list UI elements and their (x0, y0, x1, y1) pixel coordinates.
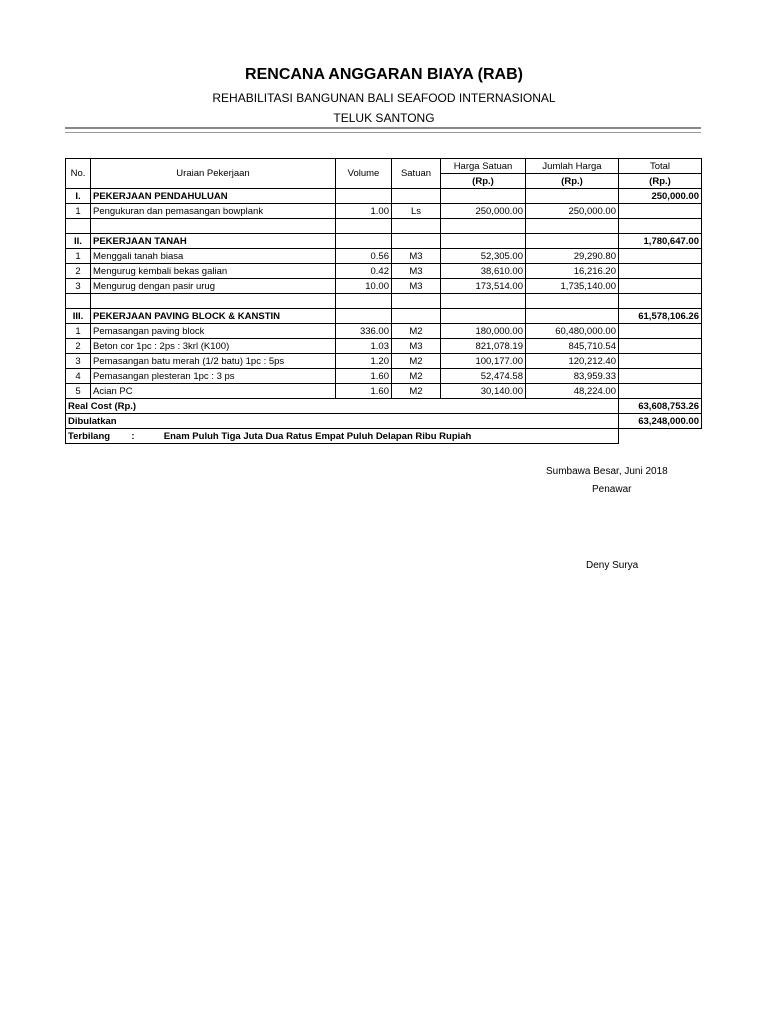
signature-role: Penawar (592, 484, 632, 495)
section-no: III. (66, 309, 91, 324)
section-total: 61,578,106.26 (619, 309, 702, 324)
item-satuan: M2 (392, 384, 441, 399)
section-name: PEKERJAAN PAVING BLOCK & KANSTIN (91, 309, 336, 324)
table-row (66, 204, 702, 219)
item-harga: 52,305.00 (441, 249, 526, 264)
header-total-unit: (Rp.) (619, 174, 702, 189)
real-cost-value: 63,608,753.26 (619, 399, 702, 414)
item-jumlah: 1,735,140.00 (526, 279, 619, 294)
item-volume: 0.42 (336, 264, 392, 279)
item-satuan: M3 (392, 279, 441, 294)
item-uraian: Pemasangan batu merah (1/2 batu) 1pc : 5ps (91, 354, 336, 369)
item-satuan: M3 (392, 339, 441, 354)
table-row (66, 324, 702, 339)
item-jumlah: 120,212.40 (526, 354, 619, 369)
section-no: I. (66, 189, 91, 204)
terbilang-colon: : (131, 430, 135, 442)
item-harga: 30,140.00 (441, 384, 526, 399)
item-no: 1 (66, 249, 91, 264)
item-no: 4 (66, 369, 91, 384)
item-jumlah: 48,224.00 (526, 384, 619, 399)
item-uraian: Mengurug dengan pasir urug (91, 279, 336, 294)
item-satuan: M2 (392, 369, 441, 384)
item-harga: 821,078.19 (441, 339, 526, 354)
item-satuan: M3 (392, 264, 441, 279)
header-harga-unit: (Rp.) (441, 174, 526, 189)
item-harga: 180,000.00 (441, 324, 526, 339)
item-volume: 1.20 (336, 354, 392, 369)
section-row (66, 309, 702, 324)
item-volume: 1.00 (336, 204, 392, 219)
section-total: 250,000.00 (619, 189, 702, 204)
item-jumlah: 16,216.20 (526, 264, 619, 279)
item-harga: 173,514.00 (441, 279, 526, 294)
item-volume: 1.60 (336, 384, 392, 399)
header-jumlah-harga: Jumlah Harga (526, 159, 619, 174)
item-no: 5 (66, 384, 91, 399)
item-uraian: Pemasangan paving block (91, 324, 336, 339)
rounded-label: Dibulatkan (66, 414, 619, 429)
item-harga: 250,000.00 (441, 204, 526, 219)
item-uraian: Acian PC (91, 384, 336, 399)
terbilang-row (66, 429, 702, 444)
table-row (66, 369, 702, 384)
header-volume: Volume (336, 159, 392, 189)
item-volume: 1.03 (336, 339, 392, 354)
rounded-row (66, 414, 702, 429)
header-harga-satuan: Harga Satuan (441, 159, 526, 174)
header-no: No. (66, 159, 91, 189)
item-no: 1 (66, 204, 91, 219)
item-harga: 52,474.58 (441, 369, 526, 384)
section-name: PEKERJAAN PENDAHULUAN (91, 189, 336, 204)
item-no: 3 (66, 354, 91, 369)
item-satuan: M2 (392, 324, 441, 339)
item-no: 2 (66, 264, 91, 279)
header-divider-thin (65, 132, 701, 133)
item-volume: 1.60 (336, 369, 392, 384)
item-harga: 100,177.00 (441, 354, 526, 369)
project-subtitle: REHABILITASI BANGUNAN BALI SEAFOOD INTERNASIONAL (212, 91, 556, 105)
item-volume: 10.00 (336, 279, 392, 294)
section-name: PEKERJAAN TANAH (91, 234, 336, 249)
document-title: RENCANA ANGGARAN BIAYA (RAB) (245, 66, 523, 83)
spacer-row (66, 294, 702, 309)
budget-table (65, 158, 702, 444)
item-volume: 0.56 (336, 249, 392, 264)
item-volume: 336.00 (336, 324, 392, 339)
section-total: 1,780,647.00 (619, 234, 702, 249)
item-jumlah: 60,480,000.00 (526, 324, 619, 339)
item-uraian: Mengurug kembali bekas galian (91, 264, 336, 279)
table-row (66, 249, 702, 264)
terbilang-text: Enam Puluh Tiga Juta Dua Ratus Empat Puluh Delapan Ribu Rupiah (163, 430, 472, 442)
signature-place-date: Sumbawa Besar, Juni 2018 (546, 466, 668, 477)
item-no: 3 (66, 279, 91, 294)
header-jumlah-unit: (Rp.) (526, 174, 619, 189)
terbilang-cell (66, 429, 619, 444)
item-uraian: Pemasangan plesteran 1pc : 3 ps (91, 369, 336, 384)
item-uraian: Pengukuran dan pemasangan bowplank (91, 204, 336, 219)
project-location: TELUK SANTONG (333, 111, 435, 125)
table-row (66, 354, 702, 369)
item-uraian: Beton cor 1pc : 2ps : 3krl (K100) (91, 339, 336, 354)
header-uraian: Uraian Pekerjaan (91, 159, 336, 189)
rounded-value: 63,248,000.00 (619, 414, 702, 429)
table-row (66, 339, 702, 354)
header-total: Total (619, 159, 702, 174)
table-row (66, 384, 702, 399)
terbilang-label: Terbilang (68, 430, 111, 442)
item-harga: 38,610.00 (441, 264, 526, 279)
item-jumlah: 250,000.00 (526, 204, 619, 219)
header-divider (65, 127, 701, 129)
item-satuan: M3 (392, 249, 441, 264)
item-no: 2 (66, 339, 91, 354)
real-cost-row (66, 399, 702, 414)
table-row (66, 264, 702, 279)
item-jumlah: 29,290.80 (526, 249, 619, 264)
header-satuan: Satuan (392, 159, 441, 189)
spacer-row (66, 219, 702, 234)
item-uraian: Menggali tanah biasa (91, 249, 336, 264)
real-cost-label: Real Cost (Rp.) (66, 399, 619, 414)
section-no: II. (66, 234, 91, 249)
signature-name: Deny Surya (586, 560, 639, 571)
item-jumlah: 845,710.54 (526, 339, 619, 354)
item-jumlah: 83,959.33 (526, 369, 619, 384)
item-no: 1 (66, 324, 91, 339)
table-header-row (66, 159, 702, 174)
section-row (66, 189, 702, 204)
table-row (66, 279, 702, 294)
section-row (66, 234, 702, 249)
item-satuan: M2 (392, 354, 441, 369)
item-satuan: Ls (392, 204, 441, 219)
